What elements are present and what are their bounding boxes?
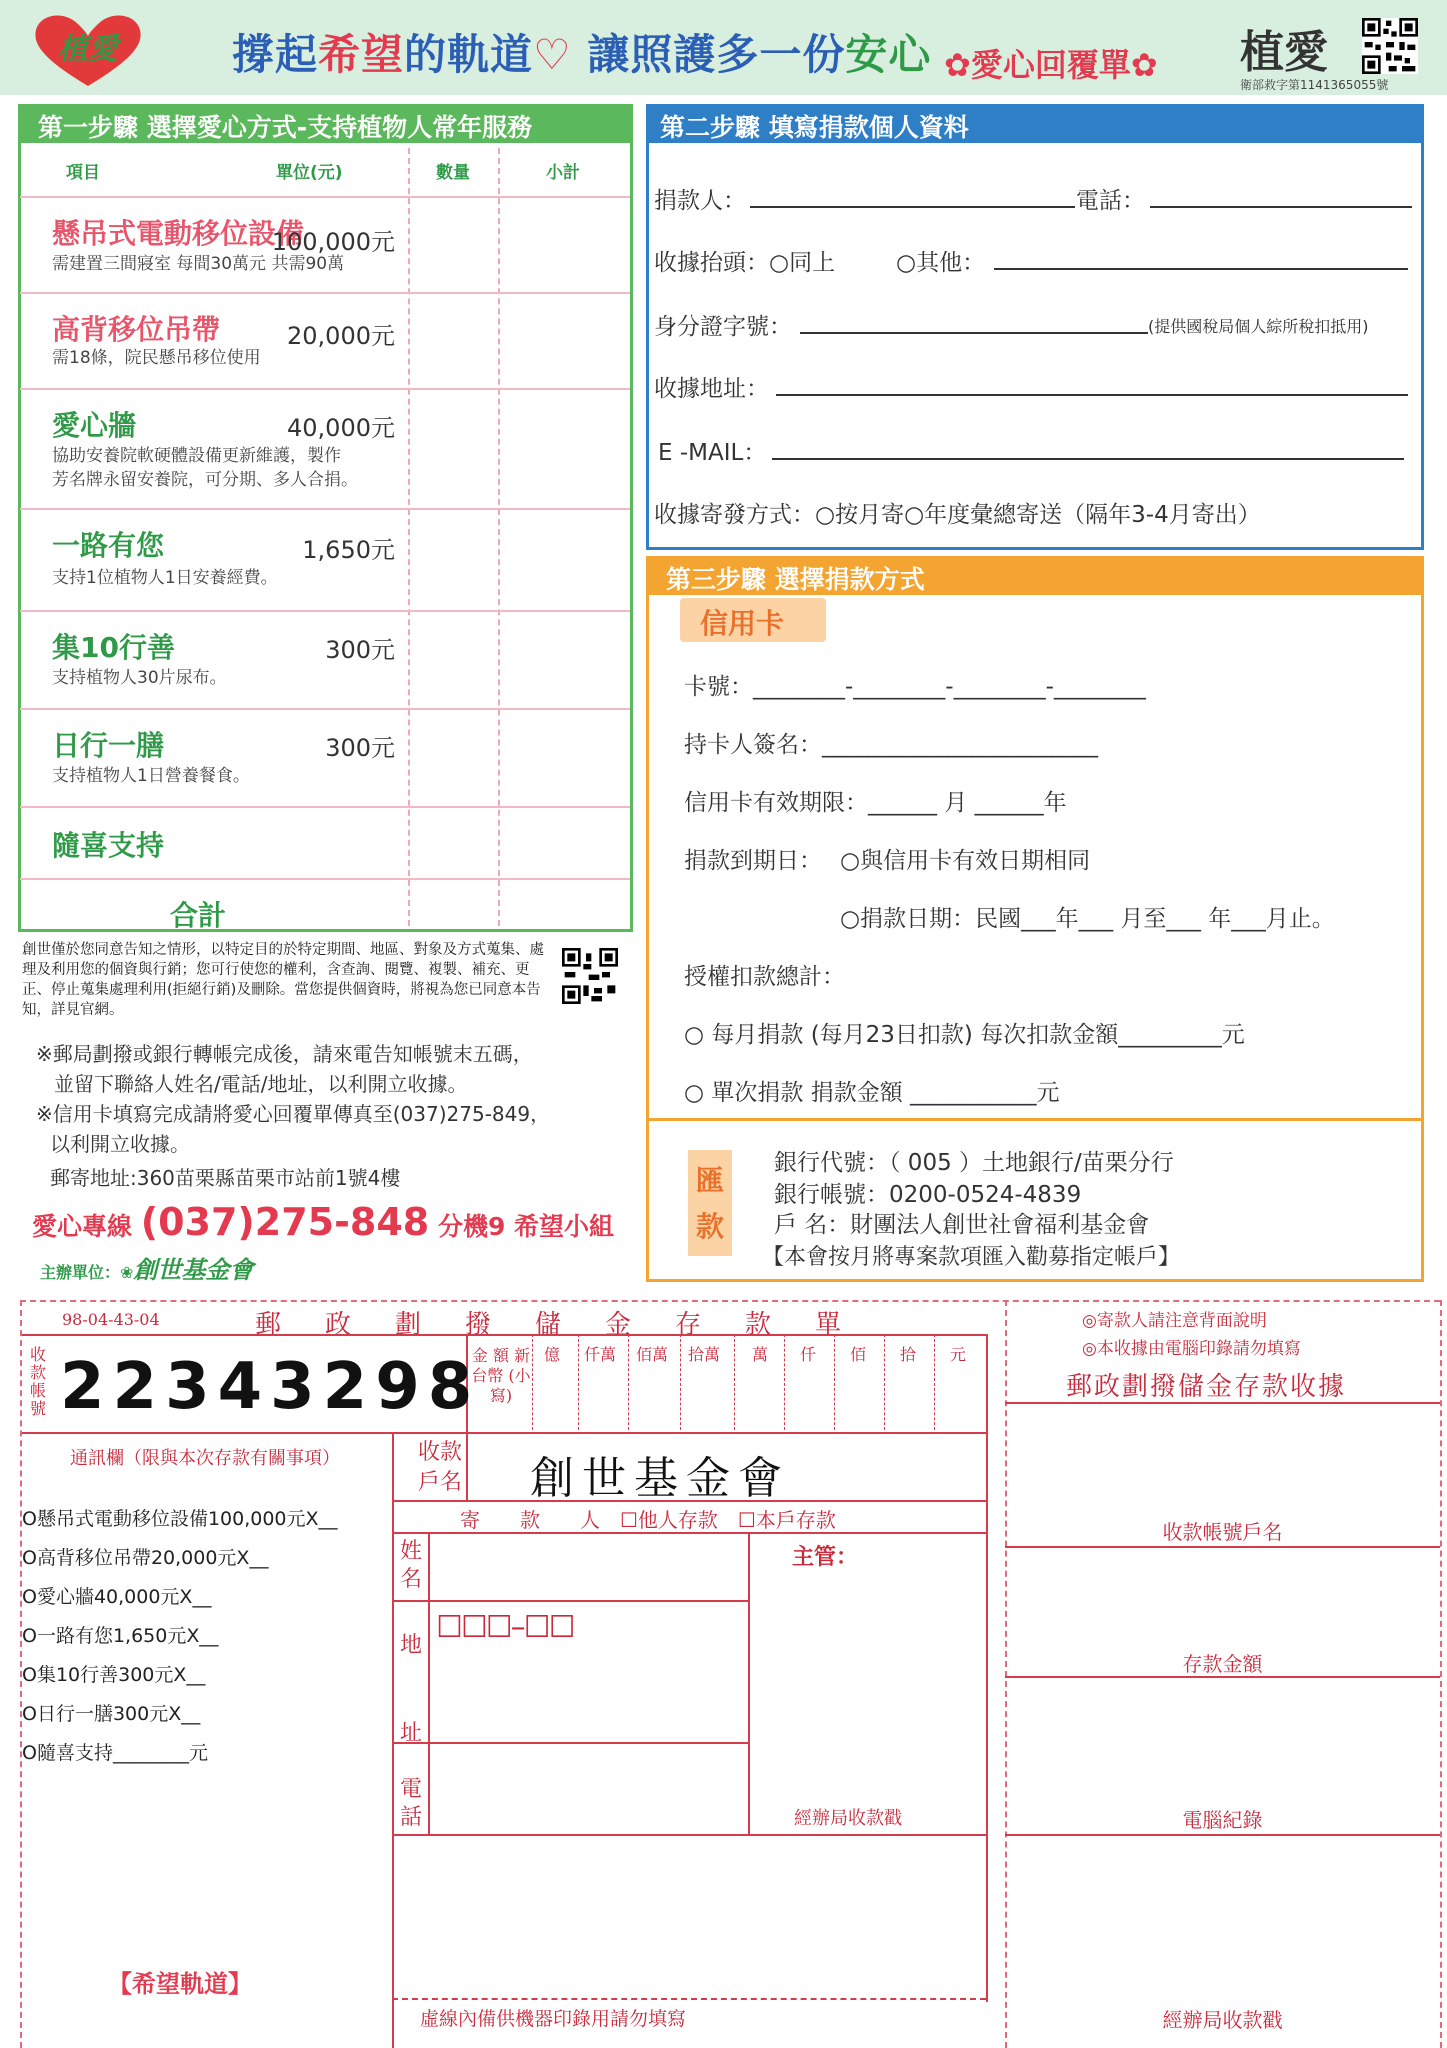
memo-option[interactable]: O隨喜支持________元	[22, 1742, 208, 1764]
divider	[748, 1532, 750, 1834]
item-name: 懸吊式電動移位設備	[52, 217, 305, 250]
memo-option[interactable]: O愛心牆40,000元X__	[22, 1586, 212, 1608]
item-price: 1,650元	[302, 536, 395, 564]
divider	[532, 1334, 533, 1430]
receipt-other-option[interactable]: ○其他：	[896, 250, 986, 276]
memo-option[interactable]: O一路有您1,650元X__	[22, 1625, 219, 1647]
item-price: 20,000元	[287, 322, 395, 350]
memo-option[interactable]: O日行一膳300元X__	[22, 1703, 201, 1725]
id-note: (提供國稅局個人綜所稅扣抵用)	[1148, 317, 1369, 336]
privacy-notice: 創世僅於您同意告知之情形，以特定目的於特定期間、地區、對象及方式蒐集、處理及利用您的個資與行銷；您可行使您的權利，含查詢、閱覽、複製、補充、更正、停止蒐集處理利用(拒絕行銷)及刪除。當您提供個資時，將視為您已同意本告知，詳見官網。	[22, 942, 544, 1018]
cardholder-signature-field[interactable]: 持卡人簽名：________________________	[684, 732, 1098, 758]
slip-code: 98-04-43-04	[62, 1310, 160, 1329]
qr-code-icon[interactable]	[562, 948, 618, 1004]
item-desc: 芳名牌永留安養院，可分期、多人合捐。	[52, 470, 358, 490]
memo-option[interactable]: O高背移位吊帶20,000元X__	[22, 1547, 269, 1569]
postal-code-boxes[interactable]: ☐☐☐–☐☐	[436, 1610, 574, 1645]
memo-option[interactable]: O懸吊式電動移位設備100,000元X__	[22, 1508, 338, 1530]
divider	[934, 1334, 935, 1430]
computer-record-label: 電腦紀錄	[1182, 1808, 1263, 1832]
digit-label: 佰萬	[636, 1345, 669, 1364]
slogan: 撐起希望的軌道♡ 讓照護多一份安心	[232, 30, 932, 79]
id-field[interactable]	[800, 332, 1148, 334]
item-price: 300元	[325, 636, 395, 664]
email-label: E -MAIL：	[658, 440, 767, 466]
divider	[20, 196, 630, 198]
item-desc: 支持植物人1日營養餐食。	[52, 766, 250, 786]
digit-label: 仟	[800, 1345, 817, 1364]
address-label: 地	[399, 1633, 422, 1658]
divider	[392, 1432, 394, 2048]
brand-name: 植愛	[1240, 27, 1328, 78]
remit-tab: 匯款	[688, 1150, 732, 1256]
id-label: 身分證字號：	[654, 314, 792, 340]
email-field[interactable]	[772, 458, 1404, 460]
hope-track-label: 【希望軌道】	[108, 1970, 252, 1998]
digit-label: 元	[950, 1345, 967, 1364]
name-label: 姓名	[399, 1539, 422, 1592]
end-date-label: 捐款到期日：	[684, 848, 822, 874]
phone-field[interactable]	[1150, 206, 1412, 208]
account-label: 收款帳號	[30, 1345, 47, 1418]
single-donation-option[interactable]: ○ 單次捐款 捐款金額 ___________元	[684, 1080, 1060, 1106]
note-line: ※郵局劃撥或銀行轉帳完成後，請來電告知帳號末五碼，	[36, 1042, 533, 1066]
auth-total-label: 授權扣款總計：	[684, 964, 845, 990]
memo-label: 通訊欄（限與本次存款有關事項）	[70, 1448, 340, 1469]
divider	[986, 1334, 988, 2002]
item-desc: 支持植物人30片尿布。	[52, 668, 227, 688]
item-price: 300元	[325, 734, 395, 762]
col-unit: 單位(元)	[276, 163, 343, 183]
item-desc: 需建置三間寢室 每間30萬元 共需90萬	[52, 254, 345, 274]
note-line: 以利開立收據。	[50, 1132, 190, 1156]
address-field[interactable]	[776, 394, 1408, 396]
registration-number: 衛部救字第1141365055號	[1240, 78, 1389, 92]
item-name: 日行一膳	[52, 729, 165, 762]
phone-label: 電話	[399, 1777, 422, 1830]
payee-name: 創世基金會	[530, 1453, 790, 1504]
divider	[20, 508, 630, 510]
divider	[1005, 1402, 1440, 1404]
card-number-field[interactable]: 卡號：________-________-________-________	[684, 674, 1146, 700]
end-date-option-same[interactable]: ○與信用卡有效日期相同	[840, 848, 1091, 874]
digit-label: 拾萬	[688, 1345, 721, 1364]
item-desc: 協助安養院軟硬體設備更新維護，製作	[52, 446, 341, 466]
digit-label: 佰	[850, 1345, 867, 1364]
digit-label: 拾	[900, 1345, 917, 1364]
account-number: 22343298	[60, 1350, 481, 1424]
item-desc: 需18條，院民懸吊移位使用	[52, 348, 261, 368]
receipt-stamp-label: 經辦局收款戳	[1162, 2008, 1283, 2032]
item-name: 高背移位吊帶	[52, 313, 221, 346]
digit-label: 萬	[752, 1345, 769, 1364]
bank-note: 【本會按月將專案款項匯入勸募指定帳戶】	[762, 1245, 1181, 1270]
divider	[408, 148, 410, 926]
slip-title: 郵政劃撥儲金存款單	[255, 1310, 886, 1340]
qr-code-icon[interactable]	[1362, 18, 1418, 74]
col-subtotal: 小計	[546, 163, 580, 183]
item-name: 集10行善	[52, 631, 175, 664]
sender-row[interactable]: 寄 款 人 ☐他人存款 ☐本戶存款	[460, 1508, 836, 1532]
receipt-send-method[interactable]: 收據寄發方式：○按月寄○年度彙總寄送（隔年3-4月寄出）	[654, 502, 1261, 528]
receipt-title-label[interactable]: 收據抬頭：○同上	[654, 250, 836, 276]
divider	[428, 1532, 430, 1834]
end-date-option-custom[interactable]: ○捐款日期：民國___年___ 月至___ 年___月止。	[840, 906, 1335, 932]
divider	[392, 1600, 748, 1602]
divider	[20, 878, 630, 880]
divider	[498, 148, 500, 926]
memo-option[interactable]: O集10行善300元X__	[22, 1664, 206, 1686]
divider	[628, 1334, 629, 1430]
step2-title: 第二步驟 填寫捐款個人資料	[646, 104, 1424, 140]
divider	[784, 1334, 785, 1430]
item-desc: 支持1位植物人1日安養經費。	[52, 568, 278, 588]
credit-card-tab: 信用卡	[680, 598, 826, 642]
item-name: 一路有您	[52, 529, 165, 562]
payee-label: 收款戶名	[418, 1440, 463, 1495]
divider	[734, 1334, 735, 1430]
divider	[1005, 1546, 1440, 1548]
reply-form-title: ✿愛心回覆單✿	[944, 46, 1158, 84]
divider	[20, 388, 630, 390]
step1-title: 第一步驟 選擇愛心方式-支持植物人常年服務	[18, 104, 633, 140]
phone-label: 電話：	[1076, 188, 1145, 214]
divider	[22, 1334, 988, 1336]
amount-label: 金 額 新台幣 (小寫)	[471, 1346, 531, 1405]
divider	[646, 1118, 1424, 1121]
bank-account: 銀行帳號：0200-0524-4839	[774, 1182, 1082, 1208]
col-qty: 數量	[436, 163, 470, 183]
divider	[578, 1334, 579, 1430]
slip-border	[20, 1300, 1440, 1302]
col-item: 項目	[66, 163, 100, 183]
divider	[392, 1742, 748, 1744]
machine-note: 虛線內備供機器印錄用請勿填寫	[420, 2008, 687, 2030]
total-label: 合計	[170, 899, 227, 932]
divider	[680, 1334, 681, 1430]
divider	[20, 708, 630, 710]
item-price: 100,000元	[271, 228, 395, 256]
monthly-donation-option[interactable]: ○ 每月捐款 (每月23日扣款) 每次扣款金額_________元	[684, 1022, 1245, 1048]
address-label: 收據地址：	[654, 376, 769, 402]
item-name: 隨喜支持	[52, 829, 165, 862]
divider	[1005, 1834, 1440, 1836]
receipt-note: ◎本收據由電腦印錄請勿填寫	[1082, 1339, 1301, 1359]
divider	[834, 1334, 835, 1430]
hotline: 愛心專線 (037)275-848 分機9 希望小組	[32, 1200, 615, 1244]
card-expiry-field[interactable]: 信用卡有效期限：______ 月 ______年	[684, 790, 1067, 816]
logo-text: 植愛	[58, 32, 118, 67]
receipt-other-field[interactable]	[994, 268, 1408, 270]
donor-label: 捐款人：	[654, 188, 746, 214]
leaf-icon: ❀	[120, 1263, 134, 1282]
note-line: ※信用卡填寫完成請將愛心回覆單傳真至(037)275-849，	[36, 1102, 551, 1126]
step2-panel	[646, 140, 1424, 550]
stamp-label: 經辦局收款戳	[794, 1808, 902, 1829]
divider	[20, 610, 630, 612]
receipt-payee-label: 收款帳號戶名	[1162, 1520, 1283, 1544]
account-name: 戶 名：財團法人創世社會福利基金會	[774, 1212, 1150, 1238]
organizer: 主辦單位：❀創世基金會	[40, 1255, 254, 1284]
divider	[392, 1834, 986, 1836]
digit-label: 仟萬	[584, 1345, 617, 1364]
donor-field[interactable]	[750, 206, 1075, 208]
supervisor-label: 主管：	[792, 1544, 859, 1570]
divider	[20, 292, 630, 294]
step3-title: 第三步驟 選擇捐款方式	[646, 556, 1424, 592]
divider	[392, 1998, 986, 2000]
digit-label: 億	[544, 1345, 561, 1364]
receipt-amount-label: 存款金額	[1182, 1652, 1263, 1676]
item-name: 愛心牆	[52, 409, 137, 442]
divider	[22, 1432, 988, 1434]
slip-border	[1440, 1300, 1442, 2048]
address-label: 址	[399, 1721, 422, 1746]
receipt-title: 郵政劃撥儲金存款收據	[1066, 1372, 1347, 1402]
bank-code: 銀行代號：（ 005 ）土地銀行/苗栗分行	[774, 1150, 1174, 1176]
receipt-note: ◎寄款人請注意背面說明	[1082, 1311, 1267, 1331]
note-line: 並留下聯絡人姓名/電話/地址，以利開立收據。	[54, 1072, 468, 1096]
mailing-address: 郵寄地址:360苗栗縣苗栗市站前1號4樓	[50, 1166, 401, 1190]
item-price: 40,000元	[287, 414, 395, 442]
divider	[884, 1334, 885, 1430]
divider	[20, 806, 630, 808]
